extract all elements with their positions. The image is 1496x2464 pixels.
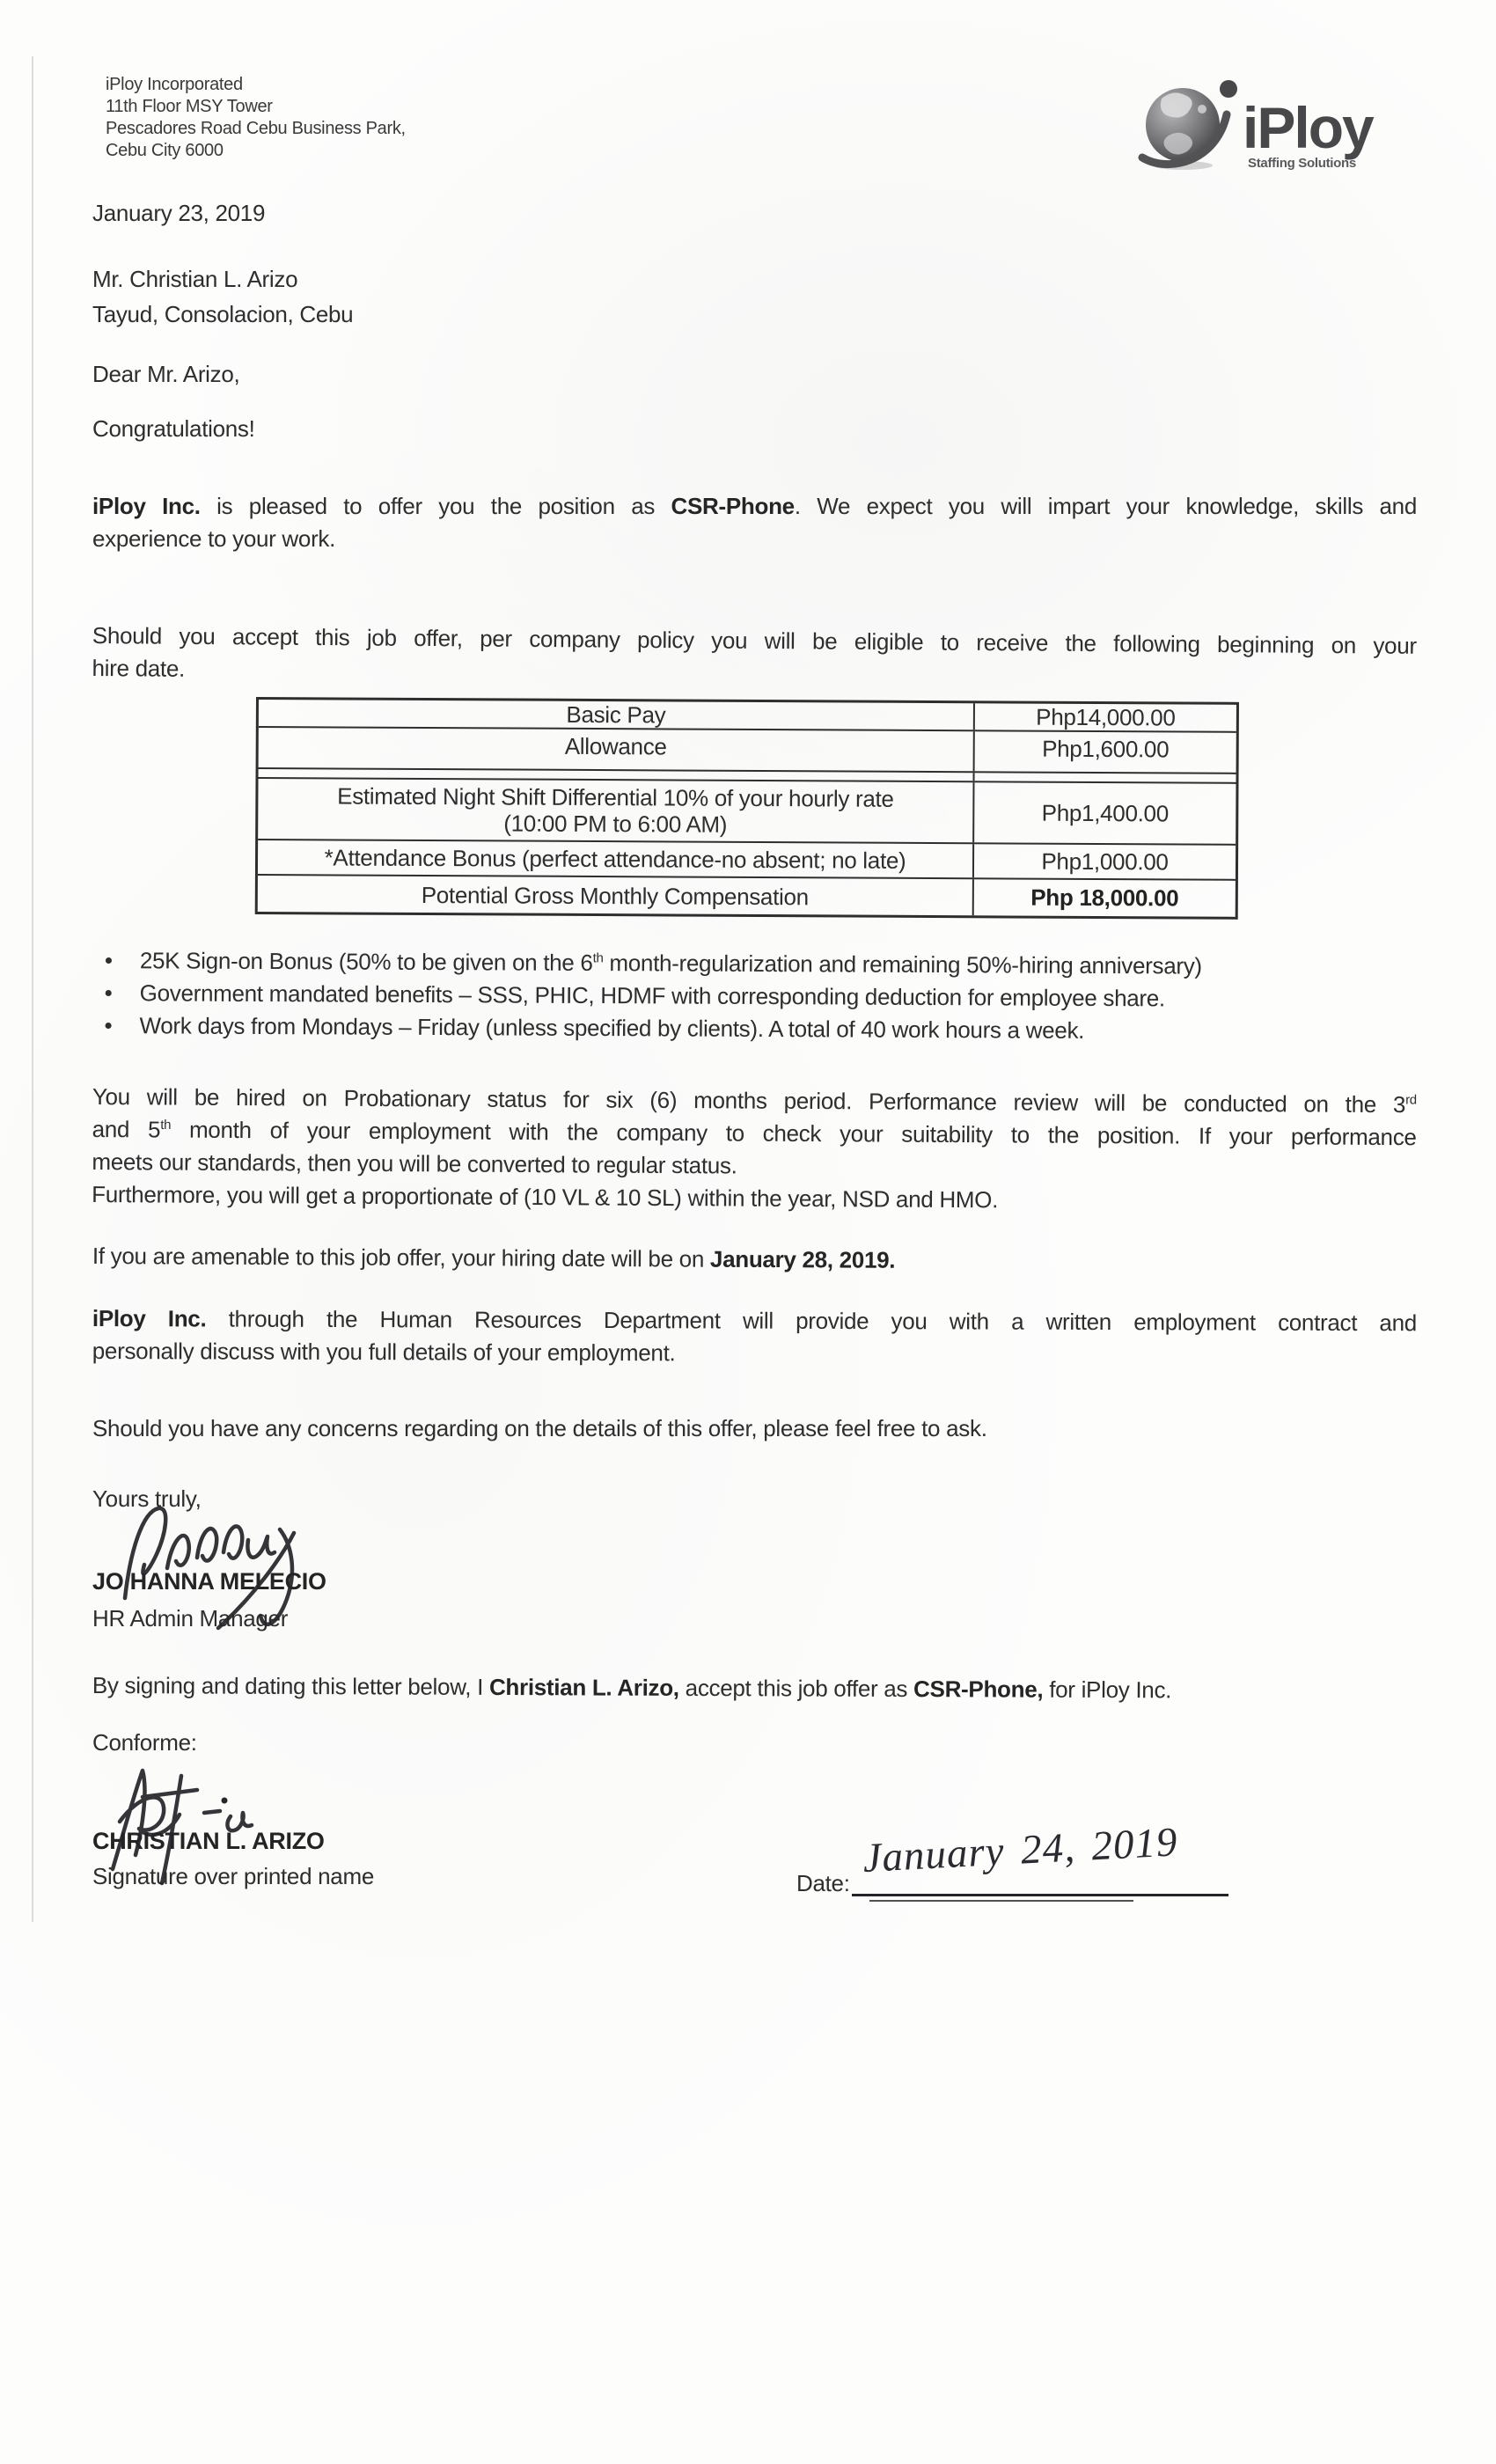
hr-manager-name: JO HANNA MELECIO xyxy=(92,1568,326,1595)
closing-line: Yours truly, xyxy=(92,1485,202,1512)
salutation: Dear Mr. Arizo, xyxy=(92,361,240,387)
probation-paragraph xyxy=(92,1081,1417,1219)
table-cell-value: Php1,400.00 xyxy=(972,782,1236,844)
table-cell-value: Php1,600.00 xyxy=(973,731,1236,773)
hr-manager-signature xyxy=(113,1500,341,1640)
paragraph-line: Furthermore, you will get a proportionate of (10 VL & 10 SL) within the year, NSD and HMO. xyxy=(92,1180,999,1214)
paragraph-line: personally discuss with you full details of your employment. xyxy=(92,1337,676,1367)
recipient-address: Tayud, Consolacion, Cebu xyxy=(92,301,354,327)
address-line: Cebu City 6000 xyxy=(106,141,224,160)
date-label: Date: xyxy=(796,1870,850,1896)
address-line: Pescadores Road Cebu Business Park, xyxy=(106,119,406,138)
table-cell-label: Potential Gross Monthly Compensation xyxy=(421,881,809,910)
company-logo xyxy=(1137,70,1436,174)
date-underline xyxy=(852,1894,1228,1896)
recipient-name: Mr. Christian L. Arizo xyxy=(92,266,298,292)
handwritten-date: January 24, 2019 xyxy=(862,1819,1179,1882)
concerns-line: Should you have any concerns regarding on the details of this offer, please feel free to ask. xyxy=(92,1415,987,1441)
table-cell-value: Php1,000.00 xyxy=(972,844,1236,879)
logo-wordmark: iPloy xyxy=(1243,95,1373,160)
paragraph-line: experience to your work. xyxy=(92,525,336,552)
company-address-block xyxy=(106,74,406,162)
acknowledgment-line xyxy=(92,1669,1417,1708)
table-row xyxy=(258,777,1236,844)
contract-paragraph xyxy=(92,1302,1417,1372)
table-cell-label: Estimated Night Shift Differential 10% of your hourly rate (10:00 PM to 6:00 AM) xyxy=(337,782,894,838)
paragraph-line: and 5th month of your employment with the company to check your suitability to the position. If your performance xyxy=(92,1115,1417,1151)
table-cell-label: *Attendance Bonus (perfect attendance-no absent; no late) xyxy=(324,844,906,874)
address-line: 11th Floor MSY Tower xyxy=(106,97,273,116)
table-row xyxy=(259,726,1236,773)
hiring-date-line xyxy=(92,1240,1417,1280)
letter-date: January 23, 2019 xyxy=(92,200,266,226)
logo-tagline: Staffing Solutions xyxy=(1248,156,1356,171)
table-cell-value: Php14,000.00 xyxy=(973,703,1236,731)
list-item xyxy=(92,1009,1407,1049)
paragraph-line: By signing and dating this letter below, I Christian L. Arizo, accept this job offer as CSR-Phone, for iPloy Inc. xyxy=(92,1672,1172,1704)
employee-name: CHRISTIAN L. ARIZO xyxy=(92,1828,325,1854)
recipient-block xyxy=(92,261,353,332)
paragraph-line: You will be hired on Probationary status for six (6) months period. Performance review will be conducted on the 3rd xyxy=(92,1083,1417,1118)
table-cell-label: Basic Pay xyxy=(566,700,666,729)
list-item-text: 25K Sign-on Bonus (50% to be given on the 6th month-regularization and remaining 50%-hiring anniversary) xyxy=(139,947,1202,979)
date-underline-ghost xyxy=(869,1900,1133,1902)
signature-caption: Signature over printed name xyxy=(92,1863,374,1889)
compensation-table xyxy=(255,697,1239,920)
paragraph-line: Should you accept this job offer, per company policy you will be eligible to receive the following beginning on your xyxy=(92,621,1417,659)
paragraph-line: iPloy Inc. through the Human Resources Department will provide you with a written employment contract and xyxy=(92,1305,1417,1337)
paragraph-line: hire date. xyxy=(92,654,186,682)
paragraph-line: meets our standards, then you will be converted to regular status. xyxy=(92,1148,737,1179)
paragraph-line: iPloy Inc. is pleased to offer you the position as CSR-Phone. We expect you will impart your knowledge, skills and xyxy=(92,493,1417,519)
opening-line: Congratulations! xyxy=(92,415,255,442)
paragraph-line: If you are amenable to this job offer, your hiring date will be on January 28, 2019. xyxy=(92,1243,896,1273)
table-row xyxy=(258,839,1236,879)
offer-paragraph xyxy=(92,490,1417,555)
eligibility-paragraph xyxy=(92,620,1417,695)
hr-manager-title: HR Admin Manager xyxy=(92,1605,289,1632)
list-item-text: Work days from Mondays – Friday (unless specified by clients). A total of 40 work hours a week. xyxy=(139,1012,1085,1044)
conforme-label: Conforme: xyxy=(92,1729,197,1756)
table-cell-label: Allowance xyxy=(564,732,667,760)
swoosh-dot-icon xyxy=(1220,80,1237,98)
employee-signature xyxy=(99,1760,301,1892)
scan-edge-artifact xyxy=(32,56,33,1922)
globe-icon xyxy=(1142,80,1237,170)
list-item-text: Government mandated benefits – SSS, PHIC, HDMF with corresponding deduction for employee share. xyxy=(139,979,1165,1012)
table-row xyxy=(259,700,1236,731)
address-line: iPloy Incorporated xyxy=(106,75,243,94)
table-cell-value: Php 18,000.00 xyxy=(972,879,1236,917)
benefits-list xyxy=(92,944,1408,1049)
table-row xyxy=(258,874,1236,917)
